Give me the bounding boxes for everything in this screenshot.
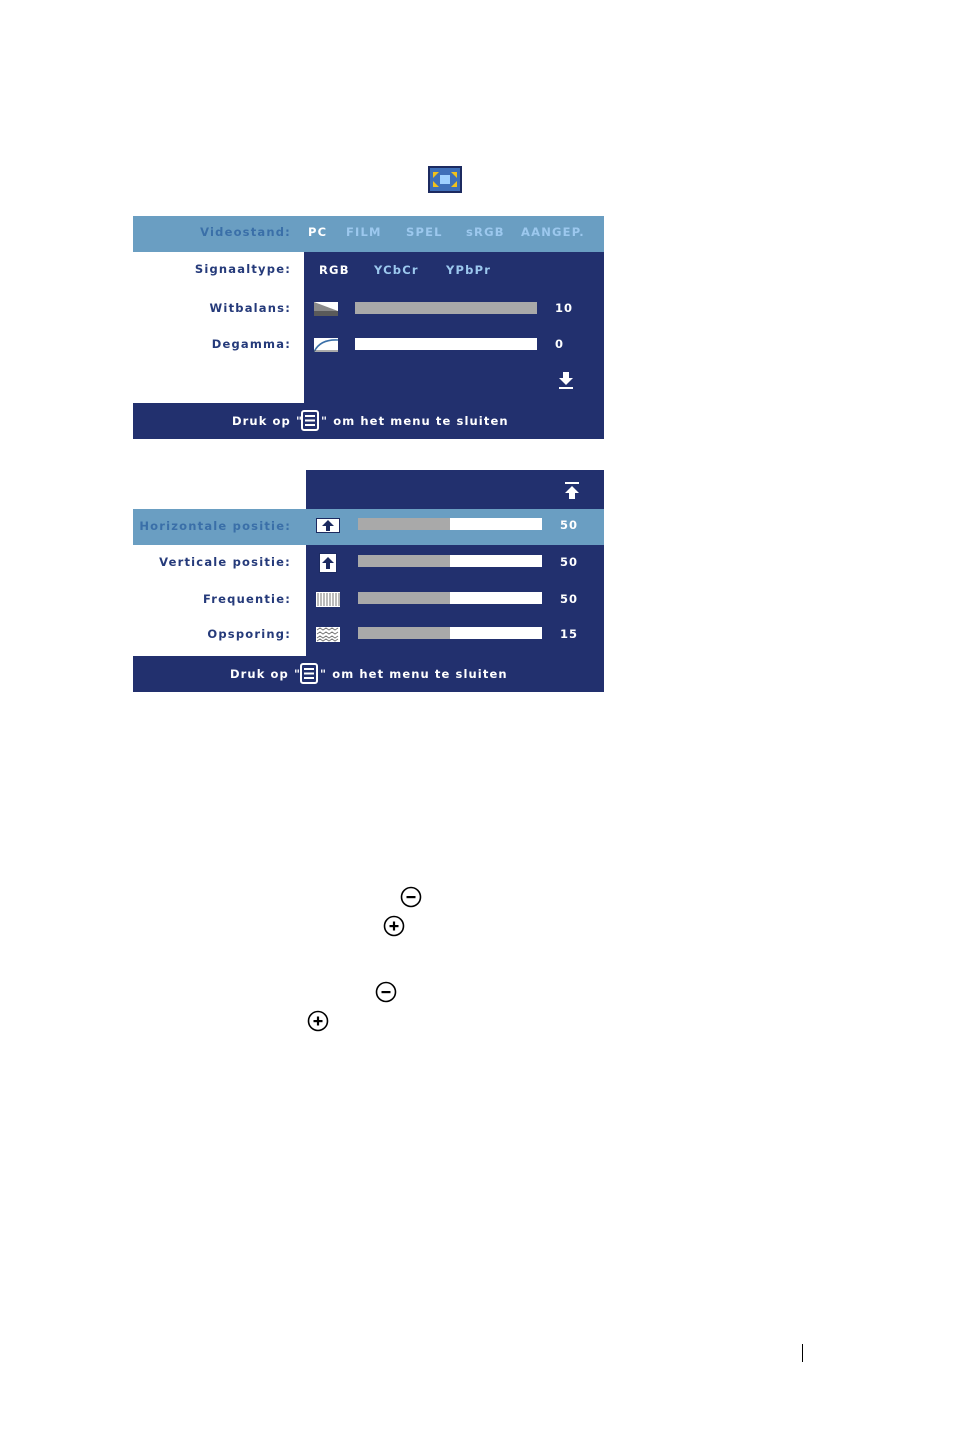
witbalans-label: Witbalans: [209, 301, 291, 315]
horizontale-positie-value: 50 [560, 518, 579, 532]
verticale-positie-value: 50 [560, 555, 579, 569]
opsporing-label: Opsporing: [207, 627, 291, 641]
minus-icon [375, 981, 397, 1003]
witbalans-slider-fill [355, 302, 537, 314]
menu2-footer [133, 656, 604, 692]
plus-icon [383, 915, 405, 937]
degamma-slider[interactable] [355, 338, 537, 350]
degamma-label: Degamma: [211, 337, 291, 351]
videostand-label: Videostand: [200, 225, 291, 239]
witbalans-value: 10 [555, 301, 574, 315]
signaaltype-option-ycbcr[interactable]: YCbCr [374, 263, 419, 277]
witbalans-slider[interactable] [355, 302, 537, 314]
horizontale-positie-label: Horizontale positie: [139, 519, 291, 533]
opsporing-value: 15 [560, 627, 579, 641]
frequentie-value: 50 [560, 592, 579, 606]
videostand-option-srgb[interactable]: sRGB [466, 225, 505, 239]
arrow-up-icon [316, 518, 340, 533]
videostand-option-spel[interactable]: SPEL [406, 225, 443, 239]
horizontale-positie-slider[interactable] [358, 518, 542, 530]
white-balance-icon [314, 302, 338, 316]
horizontale-positie-slider-fill [358, 518, 450, 530]
image-settings-menu-page-2 [133, 470, 604, 693]
frequentie-slider[interactable] [358, 592, 542, 604]
menu-button-icon [300, 663, 318, 684]
minus-icon [400, 886, 422, 908]
signaaltype-option-rgb[interactable]: RGB [319, 263, 350, 277]
arrow-up-icon [319, 553, 337, 573]
plus-icon [307, 1010, 329, 1032]
verticale-positie-slider-fill [358, 555, 450, 567]
page-up-icon[interactable] [564, 481, 580, 499]
frequency-icon [316, 592, 340, 607]
footer-text-prefix: Druk op " [232, 414, 304, 428]
signaaltype-label: Signaaltype: [194, 262, 291, 276]
footer-text-suffix: " om het menu te sluiten [321, 414, 509, 428]
image-settings-icon [428, 166, 462, 193]
videostand-option-pc[interactable]: PC [308, 225, 328, 239]
opsporing-slider-fill [358, 627, 450, 639]
footer-text-suffix: " om het menu te sluiten [320, 667, 508, 681]
degamma-value: 0 [555, 337, 565, 351]
opsporing-slider[interactable] [358, 627, 542, 639]
image-settings-menu-page-1 [133, 216, 604, 439]
verticale-positie-slider[interactable] [358, 555, 542, 567]
menu-button-icon [301, 410, 319, 431]
degamma-curve-icon [314, 338, 338, 352]
menu1-footer [133, 403, 604, 439]
page-down-icon[interactable] [558, 372, 574, 390]
tracking-icon [316, 627, 340, 642]
signaaltype-option-ypbpr[interactable]: YPbPr [446, 263, 492, 277]
videostand-option-film[interactable]: FILM [346, 225, 382, 239]
page-divider [802, 1344, 803, 1362]
verticale-positie-label: Verticale positie: [159, 555, 291, 569]
frequentie-slider-fill [358, 592, 450, 604]
videostand-option-aangep[interactable]: AANGEP. [521, 225, 585, 239]
footer-text-prefix: Druk op " [230, 667, 302, 681]
frequentie-label: Frequentie: [202, 592, 291, 606]
